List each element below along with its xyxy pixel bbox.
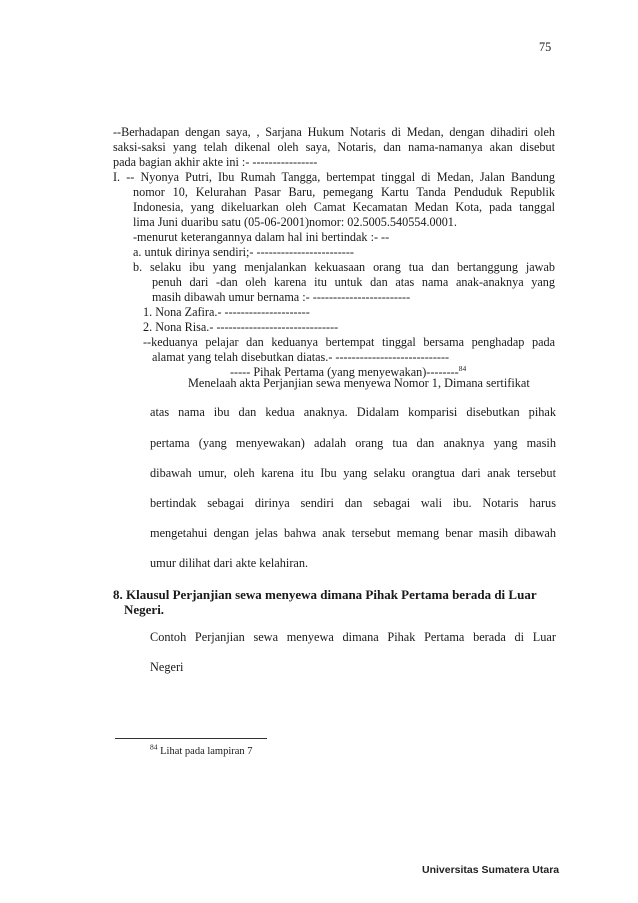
section-body-line-1: Contoh Perjanjian sewa menyewa dimana Pihak Pertama berada di Luar	[150, 630, 556, 644]
deed-line-7: lima Juni duaribu satu (05-06-2001)nomor: 02.5005.540554.0001.	[133, 215, 457, 229]
deed-line-9: a. untuk dirinya sendiri;- ------------------------	[133, 245, 354, 259]
deed-line-16: alamat yang telah disebutkan diatas.- ----------------------------	[152, 350, 450, 364]
footnote-text: Lihat pada lampiran 7	[157, 746, 253, 757]
deed-line-15: --keduanya pelajar dan keduanya bertempat tinggal bersama penghadap pada	[143, 335, 555, 349]
section-heading-line-2: Negeri.	[124, 602, 165, 617]
paragraph-line-6: mengetahui dengan jelas bahwa anak tersebut memang benar masih dibawah	[150, 526, 556, 540]
footnote	[150, 742, 253, 758]
paragraph-line-3: pertama (yang menyewakan) adalah orang tua dan anaknya yang masih	[150, 436, 556, 450]
deed-line-12: masih dibawah umur bernama :- ------------------------	[152, 290, 411, 304]
deed-line-1: --Berhadapan dengan saya, , Sarjana Hukum Notaris di Medan, dengan dihadiri oleh	[113, 125, 555, 139]
section-heading-line-1: 8. Klausul Perjanjian sewa menyewa dimana Pihak Pertama berada di Luar	[113, 587, 537, 602]
deed-line-11: penuh dari -dan oleh karena itu untuk dan atas nama anak-anaknya yang	[152, 275, 555, 289]
deed-line-6: Indonesia, yang dikeluarkan oleh Camat Kecamatan Medan Kota, pada tanggal	[133, 200, 555, 214]
deed-line-3: pada bagian akhir akte ini :- ----------------	[113, 155, 318, 169]
paragraph-line-1: Menelaah akta Perjanjian sewa menyewa Nomor 1, Dimana sertifikat	[188, 376, 530, 390]
paragraph-line-5: bertindak sebagai dirinya sendiri dan sebagai wali ibu. Notaris harus	[150, 496, 556, 510]
deed-line-14: 2. Nona Risa.- ------------------------------	[143, 320, 339, 334]
footer-university: Universitas Sumatera Utara	[422, 864, 560, 876]
paragraph-line-2: atas nama ibu dan kedua anaknya. Didalam komparisi disebutkan pihak	[150, 405, 556, 419]
section-body-line-2: Negeri	[150, 660, 184, 674]
deed-line-8: -menurut keterangannya dalam hal ini bertindak :- --	[133, 230, 390, 244]
deed-line-17-text: ----- Pihak Pertama (yang menyewakan)--------	[230, 365, 459, 379]
footnote-ref-84: 84	[458, 363, 467, 373]
deed-line-4: I. -- Nyonya Putri, Ibu Rumah Tangga, bertempat tinggal di Medan, Jalan Bandung	[113, 170, 555, 184]
deed-line-10: b. selaku ibu yang menjalankan kekuasaan orang tua dan bertanggung jawab	[133, 260, 555, 274]
deed-line-13: 1. Nona Zafira.- ---------------------	[143, 305, 310, 319]
page-number: 75	[539, 40, 552, 54]
paragraph-line-4: dibawah umur, oleh karena itu Ibu yang selaku orangtua dari anak tersebut	[150, 466, 556, 480]
paragraph-line-7: umur dilihat dari akte kelahiran.	[150, 556, 309, 570]
footnote-number: 84	[150, 742, 158, 752]
deed-line-5: nomor 10, Kelurahan Pasar Baru, pemegang Kartu Tanda Penduduk Republik	[133, 185, 555, 199]
deed-line-2: saksi-saksi yang telah dikenal oleh saya, Notaris, dan nama-namanya akan disebut	[113, 140, 555, 154]
footnote-separator	[115, 738, 267, 739]
